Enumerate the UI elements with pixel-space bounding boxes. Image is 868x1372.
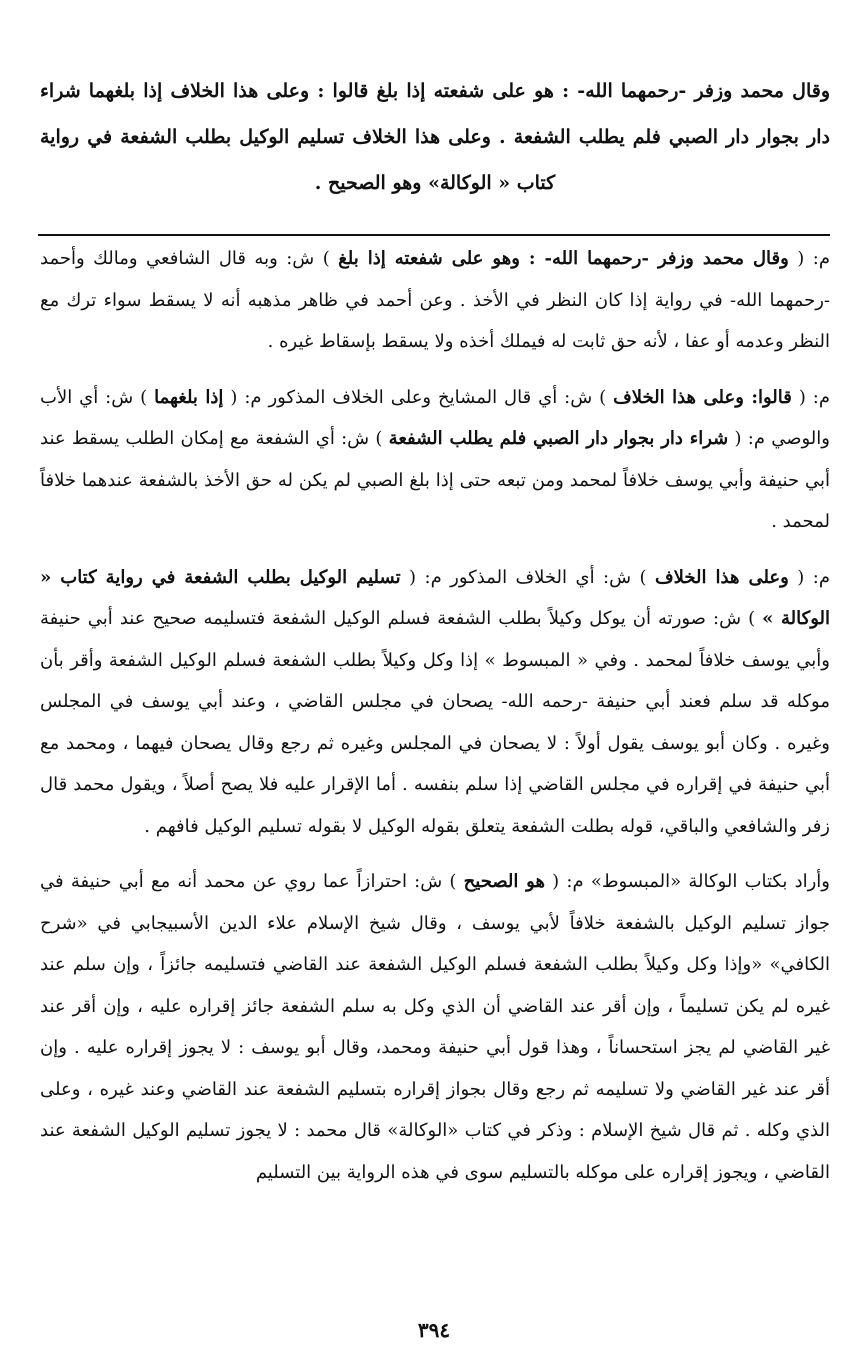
commentary-text: ) ش: صورته أن يوكل وكيلاً بطلب الشفعة فسلم الوكيل الشفعة فتسليمه صحيح عند أبي حنيفة وأبي يوسف خلافاً لمحمد . وفي « المبسوط » إذا وكل وكيلاً بطلب الشفعة فسلم الوكيل الشفعة وأقر بأن موكله قد سلم فعند أبي حنيفة -رحمه الله- يصحان في مجلس القاضي ، وعند أبي يوسف في المجلس وغيره . وكان أبو يوسف يقول أولاً : لا يصحان في المجلس وغيره ثم رجع وقال يصحان فيهما ، ومحمد مع أبي حنيفة في إقراره في مجلس القاضي إذا سلم بنفسه . أما الإقرار عليه فلا يصح أصلاً ، ويقول محمد قال زفر والشافعي والباقي، قوله بطلت الشفعة يتعلق بقوله الوكيل لا بقوله تسليم الوكيل فافهم . xyxy=(40,608,830,837)
commentary-text: م: ( xyxy=(788,566,830,588)
page-number: ٣٩٤ xyxy=(417,1318,451,1342)
quoted-matn-phrase: وقال محمد وزفر -رحمهما الله- : وهو على شفعته إذا بلغ xyxy=(338,248,789,269)
commentary-text: ) ش: أي الخلاف المذكور م: ( xyxy=(400,566,655,588)
commentary-paragraph xyxy=(40,377,830,543)
commentary-paragraph xyxy=(40,861,830,1193)
quoted-matn-phrase: قالوا: وعلى هذا الخلاف xyxy=(613,386,792,408)
commentary-text: ) ش: وبه قال الشافعي ومالك وأحمد -رحمهما الله- في رواية إذا كان النظر في الأخذ . وعن أحمد في ظاهر مذهبه أنه لا يسقط سواء ترك مع النظر وعدمه أو عفا ، لأنه حق ثابت له فيملك أخذه ولا يسقط بإسقاط غيره . xyxy=(40,248,830,352)
quoted-matn-phrase: إذا بلغهما xyxy=(154,386,224,408)
quoted-matn-phrase: وعلى هذا الخلاف xyxy=(655,566,789,588)
separator-line xyxy=(38,234,830,236)
commentary-text: ) ش: احترازاً عما روي عن محمد أنه مع أبي حنيفة في جواز تسليم الوكيل بالشفعة خلافاً لأبي يوسف ، وقال شيخ الإسلام علاء الدين الأسبيجابي في «شرح الكافي» «وإذا وكل وكيلاً بطلب الشفعة فسلم الوكيل الشفعة عند القاضي فتسليمه جائزاً ، وإن سلم عند غيره لم يكن تسليماً ، وإن أقر عند القاضي أن الذي وكل به سلم الشفعة جائز إقراره عليه ، وإن أقر عند غير القاضي لم يجز استحساناً ، وهذا قول أبي حنيفة ومحمد، وقال أبو يوسف : لا يجوز إقراره عليه . وإن أقر عند غير القاضي ولا تسليمه ثم رجع وقال بجواز إقراره بتسليم الشفعة عند القاضي وعند غيره ، وعلى الذي وكله . ثم قال شيخ الإسلام : وذكر في كتاب «الوكالة» قال محمد : لا يجوز تسليم الوكيل الشفعة عند القاضي ، ويجوز إقراره على موكله بالتسليم سوى في هذه الرواية بين التسليم xyxy=(40,871,830,1183)
commentary-text: م: ( xyxy=(788,248,830,269)
quoted-matn-phrase: شراء دار بجوار دار الصبي فلم يطلب الشفعة xyxy=(388,428,729,449)
commentary-text: وأراد بكتاب الوكالة «المبسوط» م: ( xyxy=(544,871,830,892)
quoted-matn-phrase: تسليم الوكيل بطلب الشفعة في رواية كتاب « الوكالة » xyxy=(40,566,830,629)
matn-text: وقال محمد وزفر -رحمهما الله- : هو على شفعته إذا بلغ قالوا : وعلى هذا الخلاف إذا بلغهما شراء دار بجوار دار الصبي فلم يطلب الشفعة . وعلى هذا الخلاف تسليم الوكيل بطلب الشفعة في رواية كتاب « الوكالة» وهو الصحيح . xyxy=(40,80,830,194)
commentary-text: ) ش: أي الأب والوصي م: ( xyxy=(40,386,830,449)
commentary-text: م: ( xyxy=(791,386,830,408)
commentary-text: ) ش: أي قال المشايخ وعلى الخلاف المذكور م: ( xyxy=(223,386,614,408)
commentary-section xyxy=(40,238,830,1207)
quoted-matn-phrase: هو الصحيح xyxy=(463,871,545,892)
commentary-text: ) ش: أي الشفعة مع إمكان الطلب يسقط عند أبي حنيفة وأبي يوسف خلافاً لمحمد ومن تبعه حتى إذا بلغ الصبي لم يكن له حق الأخذ بالشفعة عندهما خلافاً لمحمد . xyxy=(40,428,830,532)
commentary-paragraph xyxy=(40,238,830,363)
commentary-paragraph xyxy=(40,557,830,848)
